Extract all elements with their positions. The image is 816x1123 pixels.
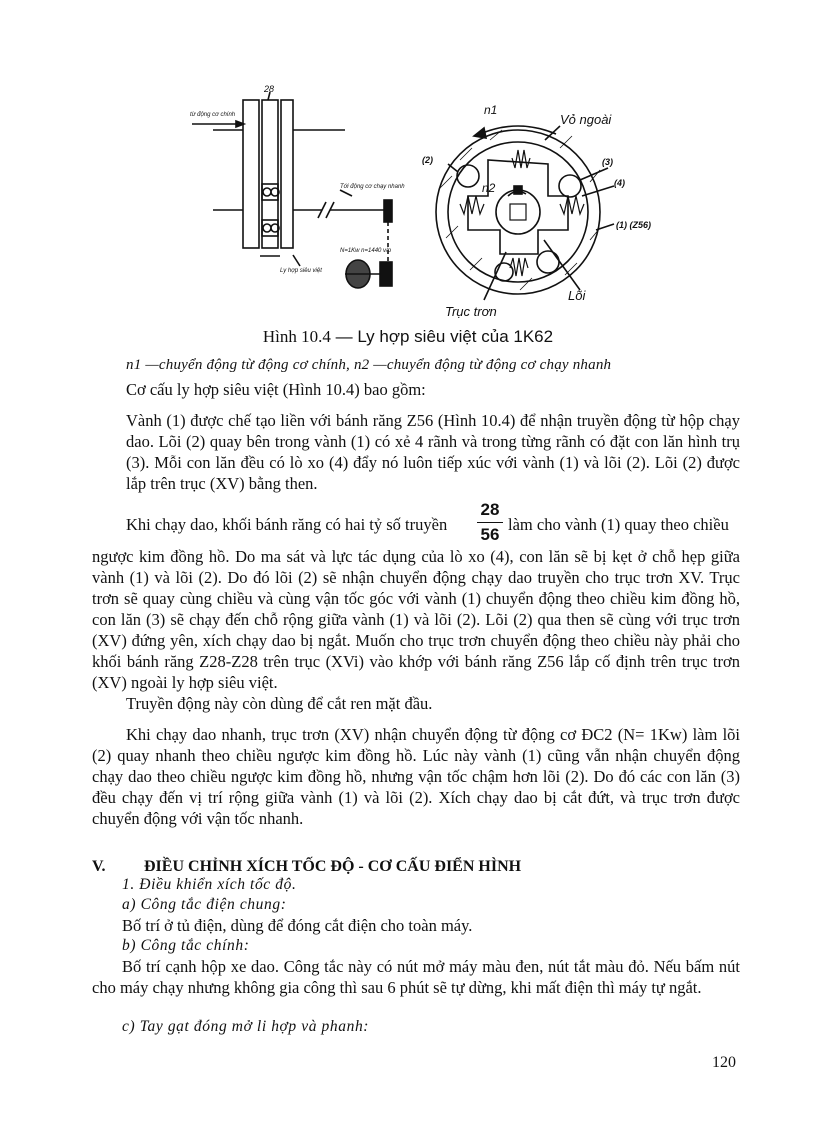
fig-label-2: (2)	[422, 155, 433, 165]
fig-label-4: (4)	[614, 178, 625, 188]
paragraph-feed-body: ngược kim đồng hồ. Do ma sát và lực tác dụng của lò xo (4), con lăn sẽ bị kẹt ở chỗ hẹp giữa vành (1) và lõi (2). Do đó lõi (2) sẽ nhận chuyển động chạy dao truyền cho trục trơn XV. Trục trơn sẽ quay cùng chiều và cùng vận tốc góc với vành (1) chuyển động theo chiều kim đồng hồ, con lăn (3) sẽ chạy đến chỗ rộng giữa vành (1) và lõi (2). Lõi (2) qua then sẽ cùng với trục trơn (XV) đứng yên, xích chạy dao bị ngắt. Muốn cho trục trơn chuyển động theo chiều này phải cho khối bánh răng Z28-Z28 trên trục (XVi) vào khớp với bánh răng Z56 lắp cố định trên trục trơn (XV) ngoài ly hợp siêu việt.	[92, 547, 740, 692]
figure-caption-title: — Ly hợp siêu việt của 1K62	[330, 327, 554, 346]
section-number: V.	[92, 858, 106, 875]
paragraph-ring-text: Vành (1) được chế tạo liền với bánh răng Z56 (Hình 10.4) để nhận truyền động từ hộp chạy dao. Lõi (2) quay bên trong vành (1) có xẻ 4 rãnh và trong từng rãnh có đặt con lăn hình trụ (3). Mỗi con lăn đều có lò xo (4) đẩy nó luôn tiếp xúc với vành (1) và lõi (2). Lõi (2) được lắp trên trục (XV) bằng then.	[126, 411, 740, 493]
paragraph-ring	[126, 410, 740, 494]
subsection-1a: a) Công tắc điện chung:	[122, 896, 287, 913]
clutch-section-drawing	[436, 126, 614, 300]
fig-label-28: 28	[264, 84, 275, 94]
fraction-denominator: 56	[480, 525, 500, 544]
subsection-1b: b) Công tắc chính:	[122, 937, 250, 954]
fig-label-motor-spec: N=1Kw n=1440 v/p	[340, 248, 392, 254]
subsection-1c: c) Tay gạt đóng mở li hợp và phanh:	[122, 1018, 370, 1035]
ratio-fraction	[477, 500, 503, 545]
paragraph-feed-before: Khi chạy dao, khối bánh răng có hai tỷ số truyền	[126, 515, 448, 534]
fig-label-outer-shell: Vỏ ngoài	[560, 112, 612, 127]
fraction-numerator: 28	[480, 500, 500, 519]
section-title: ĐIỀU CHỈNH XÍCH TỐC ĐỘ - CƠ CẤU ĐIỂN HÌNH	[144, 858, 522, 875]
figure-10-4	[0, 0, 816, 330]
paragraph-thread: Truyền động này còn dùng để cắt ren mặt đầu.	[126, 694, 433, 713]
fig-label-core: Lõi	[568, 288, 586, 303]
paragraph-feed-after: làm cho vành (1) quay theo chiều	[508, 515, 729, 534]
fig-label-1: (1) (Z56)	[616, 220, 652, 230]
fig-label-clutch: Ly hợp siêu việt	[280, 268, 322, 274]
subsection-1b-text: Bố trí cạnh hộp xe dao. Công tắc này có nút mở máy màu đen, nút tắt màu đỏ. Nếu bấm nút cho máy chạy nhưng không gia công thì sau 6 phút sẽ tự dừng, khi mất điện thì máy tự ngắt.	[92, 957, 740, 997]
figure-caption-number: Hình 10.4	[262, 327, 331, 346]
paragraph-rapid: Khi chạy dao nhanh, trục trơn (XV) nhận chuyển động từ động cơ ĐC2 (N= 1Kw) làm lõi (2) quay nhanh theo chiều ngược kim đồng hồ. Lúc này vành (1) cũng vẫn nhận chuyển động chạy dao theo chiều ngược kim đồng hồ, nhưng vận tốc chậm hơn lõi (2). Do đó các con lăn (3) đều chạy đến vị trí rộng giữa vành (1) và lõi (2). Xích chạy dao bị cắt đứt, và trục trơn được chuyển động với vận tốc nhanh.	[92, 725, 740, 828]
figure-subcaption: n1 —chuyển động từ động cơ chính, n2 —chuyển động từ động cơ chạy nhanh	[126, 357, 612, 373]
fig-label-3: (3)	[602, 157, 613, 167]
fig-label-shaft: Trục trơn	[445, 304, 497, 319]
fig-label-input: từ động cơ chính	[190, 112, 236, 118]
figure-caption	[0, 327, 816, 347]
fig-label-motor: Tới động cơ chạy nhanh	[340, 184, 405, 190]
paragraph-intro: Cơ cấu ly hợp siêu việt (Hình 10.4) bao gồm:	[126, 380, 426, 399]
fig-label-n1: n1	[484, 103, 498, 117]
subsection-1: 1. Điều khiển xích tốc độ.	[122, 876, 297, 893]
subsection-1a-text: Bố trí ở tủ điện, dùng để đóng cắt điện cho toàn máy.	[122, 916, 473, 935]
fraction-bar	[477, 522, 503, 523]
page-number: 120	[712, 1054, 736, 1071]
fig-label-n2: n2	[482, 181, 496, 195]
left-mechanism-drawing	[192, 92, 392, 288]
